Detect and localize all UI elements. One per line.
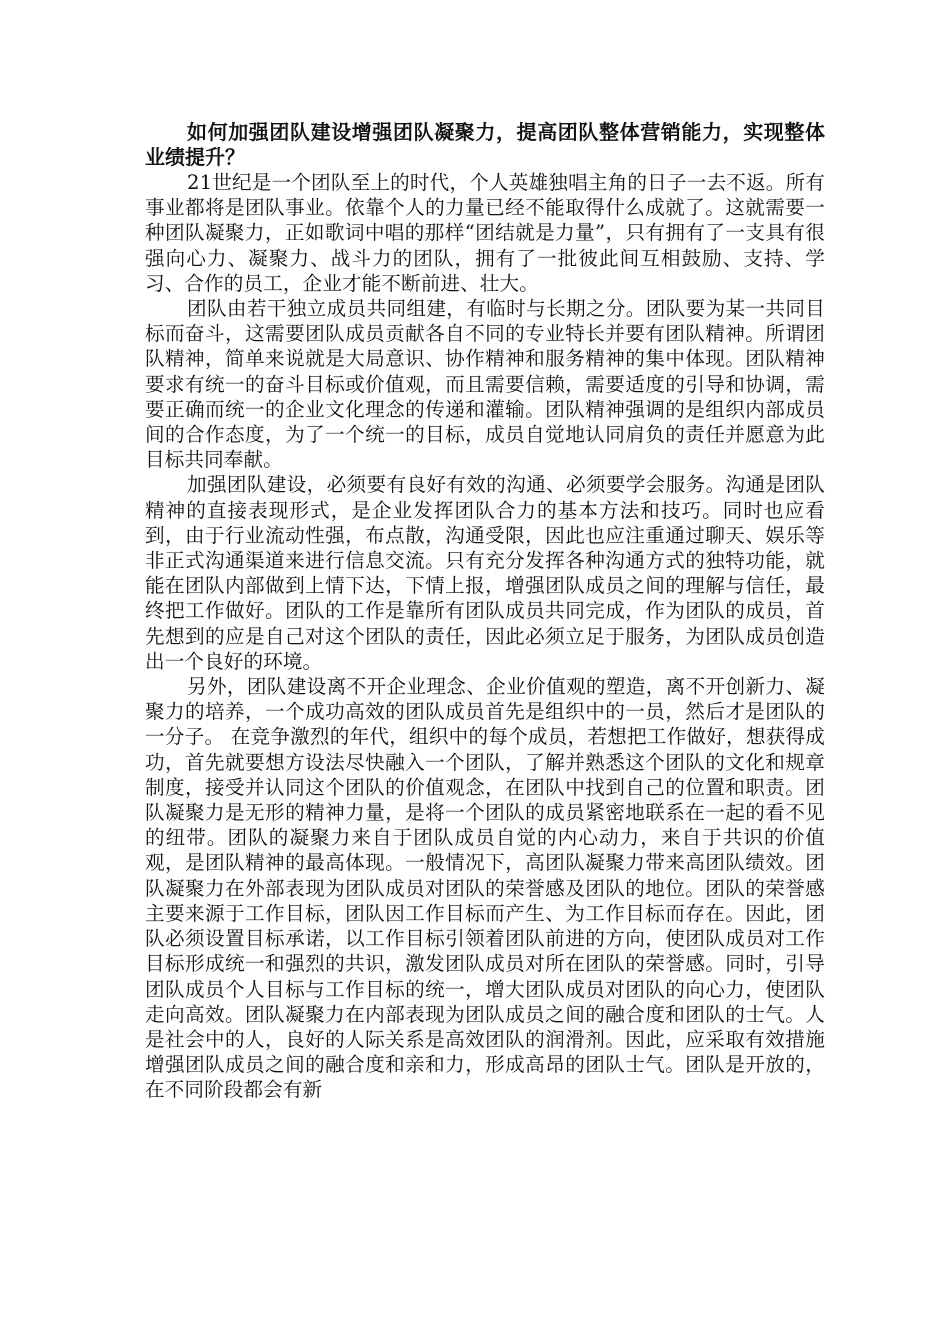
paragraph-1: 21世纪是一个团队至上的时代，个人英雄独唱主角的日子一去不返。所有事业都将是团队事业。依靠个人的力量已经不能取得什么成就了。这就需要一种团队凝聚力，正如歌词中唱的那样“团结就是力量”，只有拥有了一支具有很强向心力、凝聚力、战斗力的团队，拥有了一批彼此间互相鼓励、支持、学习、合作的员工，企业才能不断前进、壮大。: [145, 171, 825, 295]
paragraph-3: 加强团队建设，必须要有良好有效的沟通、必须要学会服务。沟通是团队精神的直接表现形式，是企业发挥团队合力的基本方法和技巧。同时也应看到，由于行业流动性强，布点散，沟通受限，因此也应注重通过聊天、娱乐等非正式沟通渠道来进行信息交流。只有充分发挥各种沟通方式的独特功能，就能在团队内部做到上情下达，下情上报，增强团队成员之间的理解与信任，最终把工作做好。团队的工作是靠所有团队成员共同完成，作为团队的成员，首先想到的应是自己对这个团队的责任，因此必须立足于服务，为团队成员创造出一个良好的环境。: [145, 473, 825, 673]
document-title: 如何加强团队建设增强团队凝聚力，提高团队整体营销能力，实现整体业绩提升？: [145, 120, 825, 169]
paragraph-2: 团队由若干独立成员共同组建，有临时与长期之分。团队要为某一共同目标而奋斗，这需要团队成员贡献各自不同的专业特长并要有团队精神。所谓团队精神，简单来说就是大局意识、协作精神和服务精神的集中体现。团队精神要求有统一的奋斗目标或价值观，而且需要信赖，需要适度的引导和协调，需要正确而统一的企业文化理念的传递和灌输。团队精神强调的是组织内部成员间的合作态度，为了一个统一的目标，成员自觉地认同肩负的责任并愿意为此目标共同奉献。: [145, 297, 825, 472]
paragraph-4: 另外，团队建设离不开企业理念、企业价值观的塑造，离不开创新力、凝聚力的培养，一个成功高效的团队成员首先是组织中的一员，然后才是团队的一分子。 在竞争激烈的年代，组织中的每个成员，若想把工作做好，想获得成功，首先就要想方设法尽快融入一个团队，了解并熟悉这个团队的文化和规章制度，接受并认同这个团队的价值观念，在团队中找到自己的位置和职责。团队凝聚力是无形的精神力量，是将一个团队的成员紧密地联系在一起的看不见的纽带。团队的凝聚力来自于团队成员自觉的内心动力，来自于共识的价值观，是团队精神的最高体现。一般情况下，高团队凝聚力带来高团队绩效。团队凝聚力在外部表现为团队成员对团队的荣誉感及团队的地位。团队的荣誉感主要来源于工作目标，团队因工作目标而产生、为工作目标而存在。因此，团队必须设置目标承诺，以工作目标引领着团队前进的方向，使团队成员对工作目标形成统一和强烈的共识，激发团队成员对所在团队的荣誉感。同时，引导团队成员个人目标与工作目标的统一，增大团队成员对团队的向心力，使团队走向高效。团队凝聚力在内部表现为团队成员之间的融合度和团队的士气。人是社会中的人，良好的人际关系是高效团队的润滑剂。因此，应采取有效措施增强团队成员之间的融合度和亲和力，形成高昂的团队士气。团队是开放的，在不同阶段都会有新: [145, 675, 825, 1102]
document-page: [145, 120, 825, 1103]
